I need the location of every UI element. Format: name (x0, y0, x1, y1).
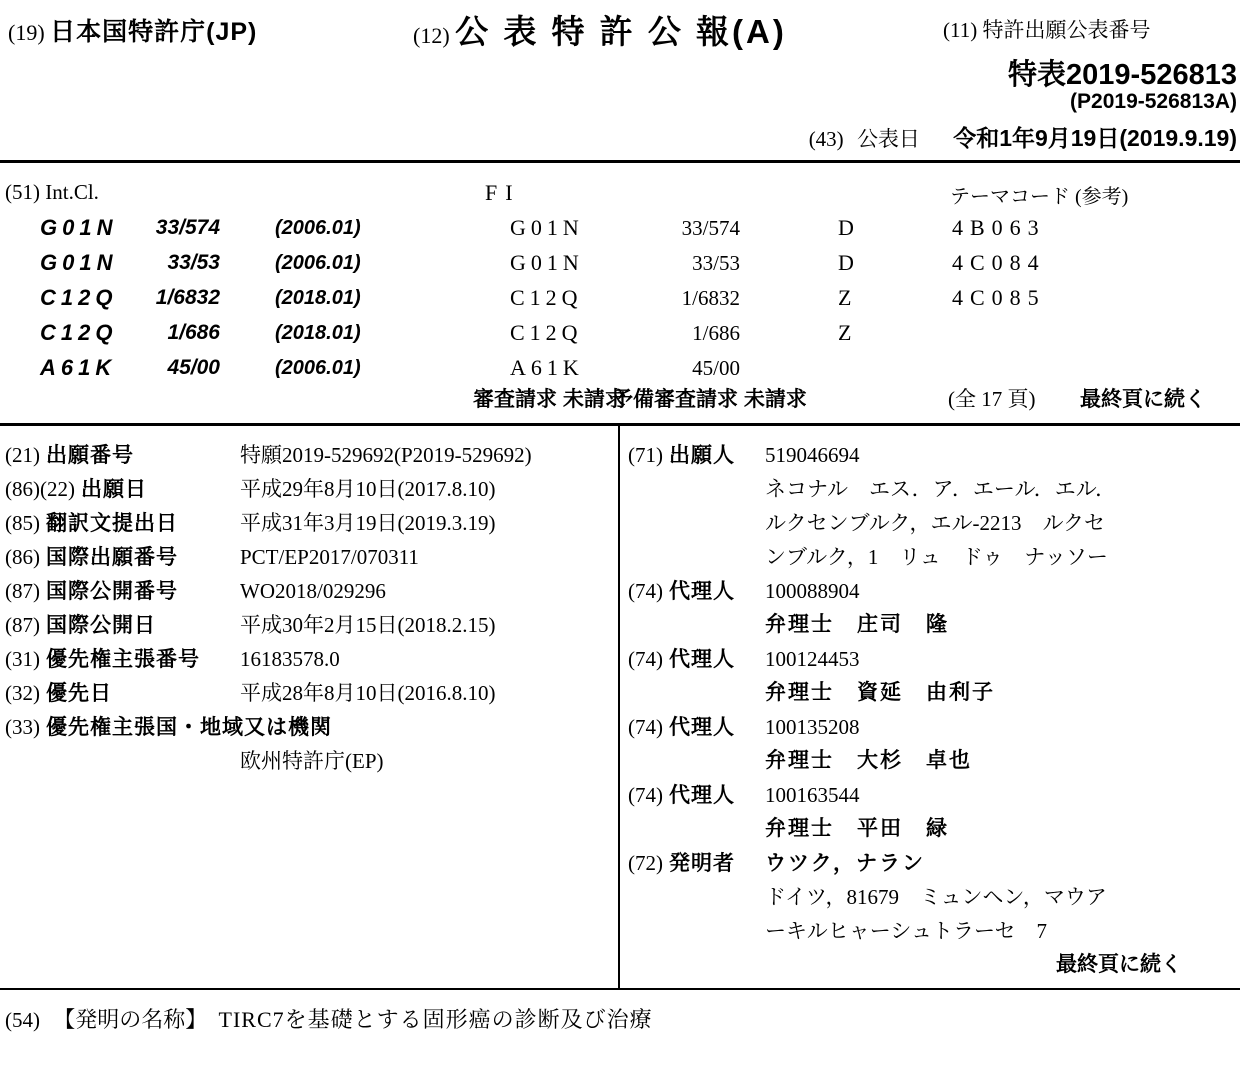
field-value: 16183578.0 (240, 647, 340, 671)
field-label: 出願日 (80, 478, 147, 501)
field-ref: (87) (5, 613, 40, 637)
fi-code: C12Q (510, 320, 583, 345)
fi-number: 1/686 (692, 321, 740, 345)
column-divider (618, 426, 620, 988)
continued-on-last-page-note: 最終頁に続く (1080, 388, 1206, 411)
examination-request-status: 審査請求 未請求 (473, 388, 626, 411)
invention-title-label: 【発明の名称】 (53, 1007, 208, 1032)
inventor-address-line-2 (628, 914, 1232, 948)
intcl-code: C12Q (40, 320, 118, 345)
left-column (5, 438, 610, 778)
pubdate-label: 公表日 (856, 127, 920, 151)
pubdate-value: 令和1年9月19日(2019.9.19) (953, 125, 1237, 151)
field-label: 代理人 (669, 716, 735, 739)
horizontal-rule-bottom (0, 988, 1240, 990)
intcl-label: Int.Cl. (45, 180, 99, 204)
field-label: 優先権主張国・地域又は機関 (46, 716, 332, 739)
fi-subclass: Z (838, 320, 852, 345)
field-ref: (33) (5, 715, 40, 739)
inventor-address-text: ーキルヒャーシュトラーセ 7 (765, 919, 1048, 943)
field-label: 発明者 (669, 852, 735, 875)
applicant-address-text: ルクセンブルク，エル-2213 ルクセ (765, 511, 1106, 535)
field-label: 代理人 (669, 784, 735, 807)
intcl-number: 33/53 (167, 251, 220, 274)
bibliographic-section (0, 426, 1240, 988)
agent-row-4 (628, 778, 1232, 812)
agent-name-2 (628, 676, 1232, 710)
agent-id: 100124453 (765, 647, 860, 671)
field-application-number (5, 438, 610, 472)
field-ref: (86)(22) (5, 477, 75, 501)
intcl-header (5, 180, 99, 205)
field-translation-filing-date (5, 506, 610, 540)
intcl-number: 1/6832 (155, 286, 220, 309)
field-label: 国際公開日 (46, 614, 156, 637)
field-priority-date (5, 676, 610, 710)
intcl-version: (2006.01) (275, 217, 361, 239)
fi-code: A61K (510, 355, 584, 380)
fi-code: G01N (510, 250, 584, 275)
agent-id: 100163544 (765, 783, 860, 807)
classification-section (0, 170, 1240, 423)
fi-number: 33/574 (681, 216, 740, 240)
field-value: 平成29年8月10日(2017.8.10) (240, 477, 496, 501)
inventor-name-text: ウツク，ナラン (765, 852, 925, 875)
agent-name-text: 弁理士 庄司 隆 (765, 613, 949, 636)
total-pages: (全 17 頁) (948, 387, 1036, 411)
agent-name-3 (628, 744, 1232, 778)
inventor-address-line-1 (628, 880, 1232, 914)
applicant-id: 519046694 (765, 443, 860, 467)
agent-name-1 (628, 608, 1232, 642)
intcl-ref: (51) (5, 180, 40, 204)
field-value: 平成31年3月19日(2019.3.19) (240, 511, 496, 535)
fi-code: G01N (510, 215, 584, 240)
inventor-row (628, 846, 1232, 880)
applicant-address-line-1 (628, 506, 1232, 540)
intcl-code: G01N (40, 215, 118, 240)
publication-number: 特表2019-526813 (1008, 59, 1237, 91)
fi-number: 45/00 (692, 356, 740, 380)
agent-row-2 (628, 642, 1232, 676)
inventor-address-text: ドイツ，81679 ミュンヘン，マウア (765, 885, 1107, 909)
agent-id: 100135208 (765, 715, 860, 739)
field-label: 優先日 (46, 682, 112, 705)
intcl-version: (2018.01) (275, 322, 361, 344)
field-ref: (32) (5, 681, 40, 705)
continued-on-last-page-note: 最終頁に続く (1056, 953, 1182, 976)
field-ref: (21) (5, 443, 40, 467)
theme-code-header: テーマコード (参考) (950, 186, 1129, 208)
intcl-number: 45/00 (167, 356, 220, 379)
field-ref: (74) (628, 579, 663, 603)
document-kind-title: 公 表 特 許 公 報(A) (455, 13, 787, 50)
field-priority-country (5, 710, 610, 744)
agent-name-text: 弁理士 大杉 卓也 (765, 749, 972, 772)
field-label: 代理人 (669, 580, 735, 603)
applicant-row (628, 438, 1232, 472)
field-value: PCT/EP2017/070311 (240, 545, 419, 569)
field-label: 翻訳文提出日 (46, 512, 178, 535)
field-ref: (74) (628, 715, 663, 739)
office-ref: (19) (8, 20, 45, 45)
applicant-name-text: ネコナル エス．ア．エール．エル． (765, 477, 1117, 501)
fi-number: 33/53 (692, 251, 740, 275)
horizontal-rule-top (0, 160, 1240, 163)
publication-number-paren: (P2019-526813A) (1070, 90, 1237, 113)
publication-number-label (943, 14, 1150, 44)
invention-title-ref: (54) (5, 1008, 40, 1032)
fi-number: 1/6832 (681, 286, 740, 310)
fi-header: FI (485, 180, 521, 205)
intcl-number: 33/574 (155, 216, 220, 239)
right-column (628, 438, 1232, 982)
field-ref: (74) (628, 783, 663, 807)
invention-title-line (5, 1003, 653, 1034)
field-ref: (71) (628, 443, 663, 467)
field-ref: (86) (5, 545, 40, 569)
fi-subclass: D (838, 250, 854, 275)
field-ref: (85) (5, 511, 40, 535)
fi-code: C12Q (510, 285, 583, 310)
field-label: 国際出願番号 (46, 546, 178, 569)
field-priority-number (5, 642, 610, 676)
pubdate-ref: (43) (808, 127, 844, 151)
field-priority-country-value (5, 744, 610, 778)
theme-code: 4C085 (952, 285, 1046, 310)
agent-row-3 (628, 710, 1232, 744)
agent-row-1 (628, 574, 1232, 608)
intcl-version: (2006.01) (275, 252, 361, 274)
field-ref: (74) (628, 647, 663, 671)
field-label: 国際公開番号 (46, 580, 178, 603)
field-value: 特願2019-529692(P2019-529692) (240, 443, 532, 467)
field-intl-publication-number (5, 574, 610, 608)
field-value: WO2018/029296 (240, 579, 386, 603)
fi-subclass: D (838, 215, 854, 240)
invention-title-text: TIRC7を基礎とする固形癌の診断及び治療 (218, 1007, 653, 1032)
agent-name-4 (628, 812, 1232, 846)
kind-ref: (12) (413, 23, 450, 48)
field-intl-application-number (5, 540, 610, 574)
field-label: 代理人 (669, 648, 735, 671)
agent-id: 100088904 (765, 579, 860, 603)
intcl-code: C12Q (40, 285, 118, 310)
field-ref: (72) (628, 851, 663, 875)
applicant-address-line-2 (628, 540, 1232, 574)
field-filing-date (5, 472, 610, 506)
preliminary-examination-status: 予備審査請求 未請求 (612, 388, 807, 411)
applicant-address-text: ンブルク，1 リュ ドゥ ナッソー (765, 545, 1108, 569)
theme-code: 4B063 (952, 215, 1046, 240)
field-label: 出願人 (669, 444, 735, 467)
patent-office (8, 12, 257, 48)
field-value: 平成30年2月15日(2018.2.15) (240, 613, 496, 637)
field-label: 出願番号 (46, 444, 134, 467)
intcl-number: 1/686 (167, 321, 220, 344)
publication-date (809, 120, 1237, 153)
intcl-code: A61K (40, 355, 117, 380)
theme-code: 4C084 (952, 250, 1046, 275)
pubnum-label-text: 特許出願公表番号 (982, 18, 1151, 42)
field-intl-publication-date (5, 608, 610, 642)
field-value: 欧州特許庁(EP) (240, 749, 384, 773)
field-ref: (31) (5, 647, 40, 671)
fi-subclass: Z (838, 285, 852, 310)
applicant-name (628, 472, 1232, 506)
intcl-code: G01N (40, 250, 118, 275)
intcl-version: (2018.01) (275, 287, 361, 309)
pubnum-ref: (11) (943, 18, 978, 42)
field-value: 平成28年8月10日(2016.8.10) (240, 681, 496, 705)
agent-name-text: 弁理士 平田 緑 (765, 817, 949, 840)
office-name: 日本国特許庁(JP) (50, 18, 258, 46)
document-kind (413, 6, 787, 53)
agent-name-text: 弁理士 資延 由利子 (765, 681, 995, 704)
field-label: 優先権主張番号 (46, 648, 200, 671)
intcl-version: (2006.01) (275, 357, 361, 379)
field-ref: (87) (5, 579, 40, 603)
